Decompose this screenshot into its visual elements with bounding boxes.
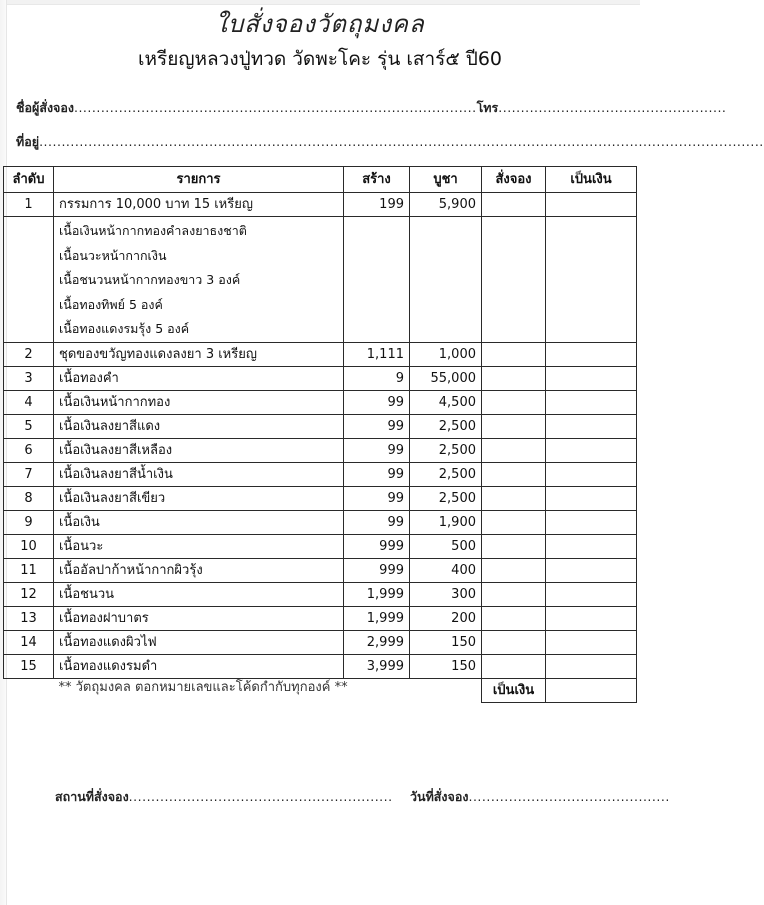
row-number: 9 bbox=[4, 510, 54, 534]
row-number: 8 bbox=[4, 486, 54, 510]
row-amount-input[interactable] bbox=[546, 534, 637, 558]
row-price: 2,500 bbox=[410, 486, 482, 510]
row-made-qty: 2,999 bbox=[344, 630, 410, 654]
row-number: 14 bbox=[4, 630, 54, 654]
row-price: 2,500 bbox=[410, 462, 482, 486]
row-amount-input[interactable] bbox=[546, 366, 637, 390]
set-content-item: เนื้อชนวนหน้ากากทองขาว 3 องค์ bbox=[59, 272, 241, 287]
row-item: เนื้อเงินลงยาสีเขียว bbox=[54, 486, 344, 510]
set-content-item: เนื้อนวะหน้ากากเงิน bbox=[59, 247, 167, 263]
row-number: 5 bbox=[4, 414, 54, 438]
table-row bbox=[4, 510, 637, 534]
row-made-qty: 1,999 bbox=[344, 582, 410, 606]
row-amount-input[interactable] bbox=[546, 606, 637, 630]
set-contents-order[interactable] bbox=[482, 217, 546, 343]
row-number: 15 bbox=[4, 654, 54, 678]
order-date-field bbox=[410, 787, 670, 807]
set-contents-list bbox=[54, 217, 344, 343]
row-amount-input[interactable] bbox=[546, 582, 637, 606]
row-number: 2 bbox=[4, 342, 54, 366]
row-order-qty-input[interactable] bbox=[482, 342, 546, 366]
orderer-input-line[interactable]: .......................................................................................... bbox=[73, 100, 477, 115]
row-order-qty-input[interactable] bbox=[482, 558, 546, 582]
set-content-item: เนื้อเงินหน้ากากทองคำลงยาธงชาติ bbox=[59, 223, 247, 238]
header-made: สร้าง bbox=[344, 167, 410, 193]
table-row bbox=[4, 486, 637, 510]
set-contents-no bbox=[4, 217, 54, 343]
row-order-qty-input[interactable] bbox=[482, 582, 546, 606]
header-no: ลำดับ bbox=[4, 167, 54, 193]
row-price: 5,900 bbox=[410, 193, 482, 217]
row-amount-input[interactable] bbox=[546, 486, 637, 510]
table-row bbox=[4, 414, 637, 438]
row-number: 6 bbox=[4, 438, 54, 462]
row-price: 4,500 bbox=[410, 390, 482, 414]
row-amount-input[interactable] bbox=[546, 438, 637, 462]
document-title: ใบสั่งจองวัตถุมงคล bbox=[215, 10, 425, 38]
order-place-label: สถานที่สั่งจอง bbox=[55, 789, 129, 804]
table-row bbox=[4, 366, 637, 390]
order-place-input-line[interactable]: ........................................................... bbox=[128, 789, 393, 804]
row-item: เนื้อเงินหน้ากากทอง bbox=[54, 390, 344, 414]
orderer-label: ชื่อผู้สั่งจอง bbox=[16, 100, 74, 115]
row-order-qty-input[interactable] bbox=[482, 486, 546, 510]
row-amount-input[interactable] bbox=[546, 654, 637, 678]
total-amount-input[interactable] bbox=[546, 678, 637, 702]
row-made-qty: 1,111 bbox=[344, 342, 410, 366]
table-row bbox=[4, 438, 637, 462]
row-amount-input[interactable] bbox=[546, 342, 637, 366]
row-made-qty: 3,999 bbox=[344, 654, 410, 678]
row-made-qty: 1,999 bbox=[344, 606, 410, 630]
row-item: ชุดของขวัญทองแดงลงยา 3 เหรียญ bbox=[54, 342, 344, 366]
row-made-qty: 999 bbox=[344, 558, 410, 582]
row-order-qty-input[interactable] bbox=[482, 606, 546, 630]
row-price: 150 bbox=[410, 654, 482, 678]
table-row bbox=[4, 558, 637, 582]
row-price: 500 bbox=[410, 534, 482, 558]
row-number: 10 bbox=[4, 534, 54, 558]
table-row bbox=[4, 534, 637, 558]
row-amount-input[interactable] bbox=[546, 193, 637, 217]
table-row bbox=[4, 654, 637, 678]
table-row bbox=[4, 630, 637, 654]
row-number: 11 bbox=[4, 558, 54, 582]
row-amount-input[interactable] bbox=[546, 510, 637, 534]
row-order-qty-input[interactable] bbox=[482, 534, 546, 558]
row-made-qty: 99 bbox=[344, 438, 410, 462]
row-item: เนื้อทองแดงรมดำ bbox=[54, 654, 344, 678]
table-footer-row bbox=[4, 678, 637, 702]
row-order-qty-input[interactable] bbox=[482, 366, 546, 390]
row-item: เนื้อนวะ bbox=[54, 534, 344, 558]
order-place-field bbox=[55, 787, 393, 807]
row-price: 1,900 bbox=[410, 510, 482, 534]
table-row bbox=[4, 342, 637, 366]
row-order-qty-input[interactable] bbox=[482, 390, 546, 414]
table-row bbox=[4, 193, 637, 217]
order-date-label: วันที่สั่งจอง bbox=[410, 789, 469, 804]
row-order-qty-input[interactable] bbox=[482, 510, 546, 534]
header-item: รายการ bbox=[54, 167, 344, 193]
orderer-field-row bbox=[16, 98, 727, 118]
row-number: 12 bbox=[4, 582, 54, 606]
row-price: 2,500 bbox=[410, 414, 482, 438]
row-item: เนื้อทองคำ bbox=[54, 366, 344, 390]
row-price: 200 bbox=[410, 606, 482, 630]
row-made-qty: 99 bbox=[344, 390, 410, 414]
table-header-row bbox=[4, 167, 637, 193]
order-table bbox=[3, 166, 637, 703]
header-amount: เป็นเงิน bbox=[546, 167, 637, 193]
row-price: 55,000 bbox=[410, 366, 482, 390]
row-number: 4 bbox=[4, 390, 54, 414]
row-number: 13 bbox=[4, 606, 54, 630]
row-order-qty-input[interactable] bbox=[482, 462, 546, 486]
row-item: กรรมการ 10,000 บาท 15 เหรียญ bbox=[54, 193, 344, 217]
row-made-qty: 99 bbox=[344, 462, 410, 486]
table-row bbox=[4, 390, 637, 414]
row-amount-input[interactable] bbox=[546, 630, 637, 654]
row-order-qty-input[interactable] bbox=[482, 414, 546, 438]
row-order-qty-input[interactable] bbox=[482, 193, 546, 217]
row-item: เนื้ออัลปาก้าหน้ากากผิวรุ้ง bbox=[54, 558, 344, 582]
row-amount-input[interactable] bbox=[546, 462, 637, 486]
header-order: สั่งจอง bbox=[482, 167, 546, 193]
address-label: ที่อยู่ bbox=[16, 134, 40, 149]
row-item: เนื้อเงินลงยาสีแดง bbox=[54, 414, 344, 438]
header-price: บูชา bbox=[410, 167, 482, 193]
row-price: 300 bbox=[410, 582, 482, 606]
set-content-item: เนื้อทองแดงรมรุ้ง 5 องค์ bbox=[59, 321, 190, 336]
total-label: เป็นเงิน bbox=[482, 678, 546, 702]
row-number: 3 bbox=[4, 366, 54, 390]
address-input-line[interactable]: .................................................................................................................................................................. bbox=[39, 134, 764, 149]
row-order-qty-input[interactable] bbox=[482, 438, 546, 462]
row-made-qty: 99 bbox=[344, 486, 410, 510]
row-number: 1 bbox=[4, 193, 54, 217]
set-contents-price bbox=[410, 217, 482, 343]
set-contents-made bbox=[344, 217, 410, 343]
row-made-qty: 99 bbox=[344, 510, 410, 534]
row-made-qty: 9 bbox=[344, 366, 410, 390]
row-number: 7 bbox=[4, 462, 54, 486]
footnote: ** วัตถุมงคล ตอกหมายเลขและโค้ดกำกับทุกองค์ ** bbox=[58, 679, 348, 695]
table-row bbox=[4, 606, 637, 630]
set-content-item: เนื้อทองทิพย์ 5 องค์ bbox=[59, 296, 163, 312]
table-row bbox=[4, 582, 637, 606]
row-price: 400 bbox=[410, 558, 482, 582]
row-item: เนื้อเงินลงยาสีน้ำเงิน bbox=[54, 462, 344, 486]
document-subtitle: เหรียญหลวงปู่ทวด วัดพะโคะ รุ่น เสาร์๕ ปี60 bbox=[137, 48, 503, 70]
row-item: เนื้อทองแดงผิวไฟ bbox=[54, 630, 344, 654]
row-item: เนื้อชนวน bbox=[54, 582, 344, 606]
table-row bbox=[4, 462, 637, 486]
phone-label: โทร bbox=[476, 100, 499, 115]
row-item: เนื้อทองฝาบาตร bbox=[54, 606, 344, 630]
row-price: 1,000 bbox=[410, 342, 482, 366]
row-amount-input[interactable] bbox=[546, 414, 637, 438]
row-made-qty: 99 bbox=[344, 414, 410, 438]
row-made-qty: 999 bbox=[344, 534, 410, 558]
row-item: เนื้อเงิน bbox=[54, 510, 344, 534]
row-made-qty: 199 bbox=[344, 193, 410, 217]
order-date-input-line[interactable]: ............................................. bbox=[468, 789, 670, 804]
set-contents-amount[interactable] bbox=[546, 217, 637, 343]
row-order-qty-input[interactable] bbox=[482, 654, 546, 678]
row-price: 2,500 bbox=[410, 438, 482, 462]
row-amount-input[interactable] bbox=[546, 558, 637, 582]
row-price: 150 bbox=[410, 630, 482, 654]
row-item: เนื้อเงินลงยาสีเหลือง bbox=[54, 438, 344, 462]
row-amount-input[interactable] bbox=[546, 390, 637, 414]
address-field-row bbox=[16, 132, 764, 152]
row-order-qty-input[interactable] bbox=[482, 630, 546, 654]
set-contents-row bbox=[4, 217, 637, 343]
phone-input-line[interactable]: ................................................... bbox=[498, 100, 727, 115]
